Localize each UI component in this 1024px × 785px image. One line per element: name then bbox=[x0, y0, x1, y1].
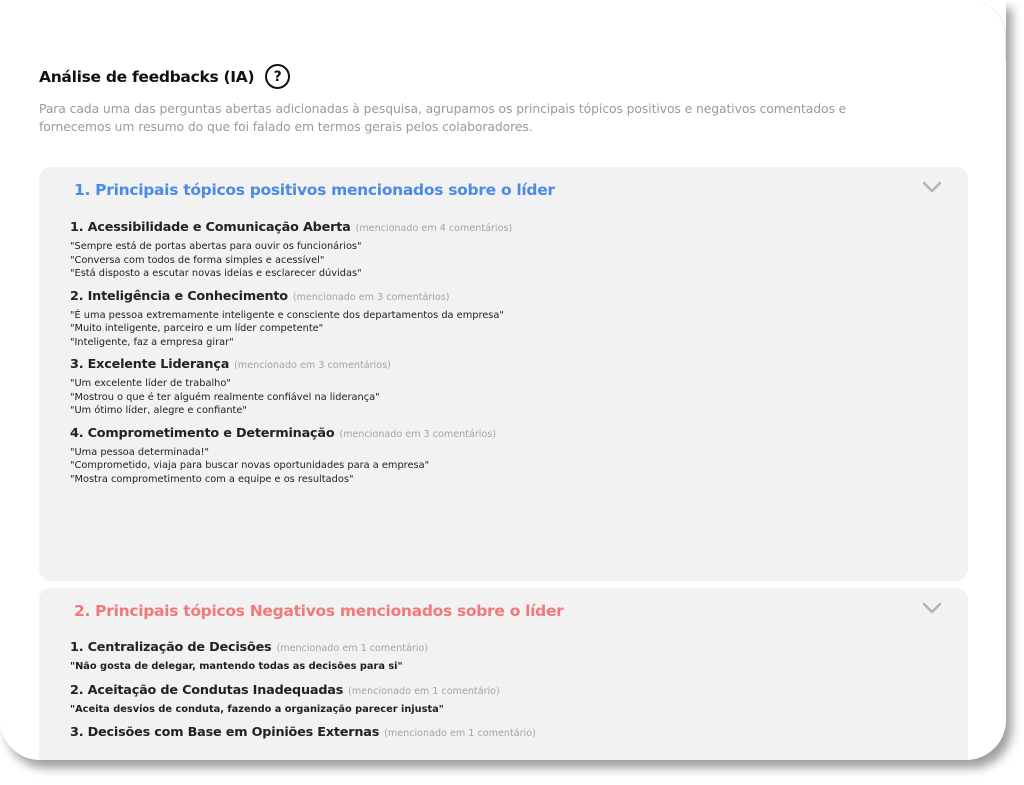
topic-title: 4. Comprometimento e Determinação bbox=[70, 425, 335, 441]
chevron-down-icon[interactable] bbox=[922, 601, 942, 615]
mention-count: (mencionado em 3 comentários) bbox=[292, 291, 450, 303]
topic-item bbox=[70, 725, 940, 740]
page-description: Para cada uma das perguntas abertas adicionadas à pesquisa, agrupamos os principais tópicos positivos e negativos comentados e fornecemos um resumo do que foi falado em termos gerais pelos colaboradores. bbox=[39, 101, 847, 134]
negative-topic-list bbox=[70, 640, 940, 749]
card-edge bbox=[966, 0, 1006, 60]
mention-count: (mencionado em 4 comentários) bbox=[355, 223, 513, 234]
quote-list bbox=[70, 446, 940, 487]
mention-count: (mencionado em 3 comentários) bbox=[339, 428, 497, 440]
topic-item bbox=[70, 357, 940, 418]
quote: "Não gosta de delegar, mantendo todas as decisões para si" bbox=[70, 661, 403, 672]
quote: "Aceita desvios de conduta, fazendo a organização parecer injusta" bbox=[70, 703, 444, 715]
section-header bbox=[39, 64, 290, 89]
topic-title: 2. Aceitação de Condutas Inadequadas bbox=[70, 682, 344, 698]
quote: "Está disposto a escutar novas ideias e esclarecer dúvidas" bbox=[70, 268, 362, 279]
topic-title: 1. Centralização de Decisões bbox=[70, 640, 272, 655]
quote: "Um excelente líder de trabalho" bbox=[70, 378, 231, 389]
quote-list bbox=[70, 377, 940, 418]
negative-panel-heading[interactable]: 2. Principais tópicos Negativos mencionados sobre o líder bbox=[74, 602, 564, 620]
quote-list bbox=[70, 703, 940, 717]
topic-item bbox=[70, 289, 940, 350]
quote: "É uma pessoa extremamente inteligente e consciente dos departamentos da empresa" bbox=[70, 309, 504, 321]
quote: "Muito inteligente, parceiro e um líder competente" bbox=[70, 323, 324, 334]
topic-title: 1. Acessibilidade e Comunicação Aberta bbox=[70, 220, 351, 235]
positive-topic-list bbox=[70, 220, 940, 494]
mention-count: (mencionado em 1 comentário) bbox=[384, 728, 536, 739]
topic-item bbox=[70, 426, 940, 487]
chevron-down-icon[interactable] bbox=[922, 180, 942, 194]
topic-title: 3. Excelente Liderança bbox=[70, 357, 230, 372]
quote-list bbox=[70, 309, 940, 350]
topic-item bbox=[70, 220, 940, 281]
topic-item bbox=[70, 683, 940, 717]
quote-list bbox=[70, 660, 940, 674]
page-title: Análise de feedbacks (IA) bbox=[39, 67, 255, 86]
topic-title: 2. Inteligência e Conhecimento bbox=[70, 288, 288, 304]
topic-item bbox=[70, 640, 940, 674]
quote: "Mostra comprometimento com a equipe e os resultados" bbox=[70, 473, 354, 485]
mention-count: (mencionado em 1 comentário) bbox=[276, 643, 429, 654]
help-icon[interactable]: ? bbox=[265, 64, 290, 89]
positive-panel-heading[interactable]: 1. Principais tópicos positivos mencionados sobre o líder bbox=[74, 181, 555, 199]
quote: "Inteligente, faz a empresa girar" bbox=[70, 336, 234, 348]
quote: "Uma pessoa determinada!" bbox=[70, 446, 210, 458]
quote: "Comprometido, viaja para buscar novas oportunidades para a empresa" bbox=[70, 460, 430, 471]
mention-count: (mencionado em 1 comentário) bbox=[348, 685, 500, 697]
quote: "Um ótimo líder, alegre e confiante" bbox=[70, 405, 247, 416]
mention-count: (mencionado em 3 comentários) bbox=[234, 360, 391, 371]
quote-list bbox=[70, 240, 940, 281]
quote: "Mostrou o que é ter alguém realmente confiável na liderança" bbox=[70, 391, 380, 403]
negative-topics-panel bbox=[39, 588, 968, 760]
quote: "Sempre está de portas abertas para ouvir os funcionários" bbox=[70, 241, 362, 252]
quote: "Conversa com todos de forma simples e acessível" bbox=[70, 254, 325, 266]
positive-topics-panel bbox=[39, 167, 968, 581]
topic-title: 3. Decisões com Base em Opiniões Externas bbox=[70, 725, 380, 740]
